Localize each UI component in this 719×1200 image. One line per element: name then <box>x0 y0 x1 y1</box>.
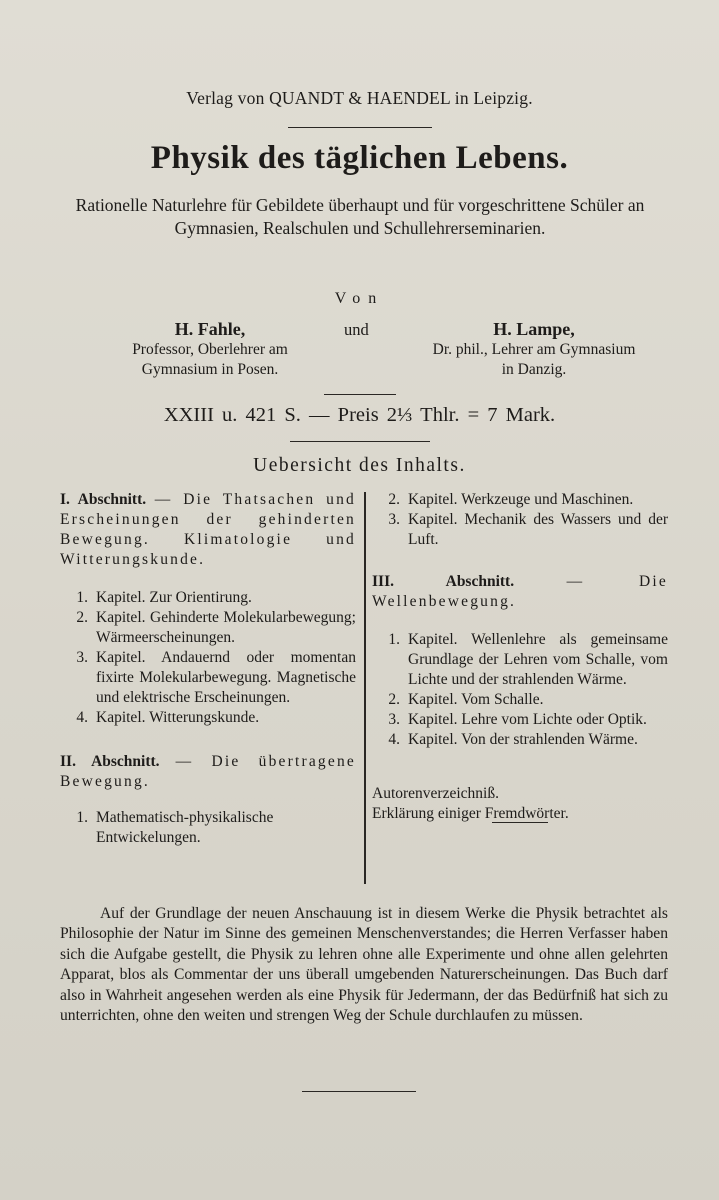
author-name: H. Fahle, <box>174 319 246 339</box>
price-rule <box>324 394 396 395</box>
author-description: Dr. phil., Lehrer am Gymnasium <box>432 341 636 358</box>
index-entry: Erklärung einiger Fremdwörter. <box>372 805 569 822</box>
chapter-entry <box>372 730 668 750</box>
chapter-entry <box>372 510 668 550</box>
section-text: — Die Wellenbewegung. <box>372 573 668 610</box>
chapter-number: 1. <box>388 631 400 648</box>
chapter-number: 1. <box>76 809 88 826</box>
price-line: XXIII u. 421 S. — Preis 2⅓ Thlr. = 7 Mark. <box>163 404 556 426</box>
column-divider <box>364 492 366 884</box>
chapter-text: Kapitel. Von der strahlenden Wärme. <box>408 731 638 748</box>
chapter-text: Kapitel. Gehinderte Molekularbewegung; Wärmeerscheinungen. <box>96 609 356 646</box>
chapter-text: Kapitel. Vom Schalle. <box>408 691 544 708</box>
author-name: H. Lampe, <box>493 319 575 339</box>
chapter-text: Kapitel. Lehre vom Lichte oder Optik. <box>408 711 647 728</box>
chapter-number: 1. <box>76 589 88 606</box>
chapter-text: Kapitel. Mechanik des Wassers und der Luft. <box>408 511 668 548</box>
chapter-entry <box>372 490 668 510</box>
description-paragraph: Auf der Grundlage der neuen Anschauung ist in diesem Werke die Physik betrachtet als Philosophie der Natur im Sinne des gemeinen Menschenverstandes; die Herren Verfasser haben sich die Aufgabe gestellt, die Physik zu lehren ohne alle Experimente und ohne allen gelehrten Apparat, blos als Commentar der uns überall umgebenden Naturerscheinungen. Das Buch darf also in Wahrheit angesehen werden als eine Physik für Jedermann, der das Bedürfniß hat sich zu unterrichten, ohne den weiten und strengen Weg der Schule durchlaufen zu müssen. <box>60 905 668 1025</box>
section-heading <box>60 752 356 792</box>
chapter-number: 3. <box>388 711 400 728</box>
author-description: Gymnasium in Posen. <box>141 361 279 378</box>
section-text: — Die Thatsachen und Erscheinungen der gehinderten Bewegung. Klimatologie und Witterungskunde. <box>60 491 356 568</box>
toc-rule <box>290 441 430 442</box>
book-title: Physik des täglichen Lebens. <box>150 140 569 176</box>
chapter-text: Kapitel. Wellenlehre als gemeinsame Grundlage der Lehren vom Schalle, vom Lichte und der strahlenden Wärme. <box>408 631 668 688</box>
chapter-entry <box>60 708 356 728</box>
section-heading <box>60 490 356 570</box>
chapter-entry <box>60 808 356 848</box>
chapter-entry <box>372 690 668 710</box>
chapter-entry <box>60 608 356 648</box>
chapter-text: Kapitel. Zur Orientirung. <box>96 589 252 606</box>
chapter-number: 3. <box>388 511 400 528</box>
author-lampe <box>392 318 676 380</box>
top-rule <box>288 127 432 128</box>
chapter-text: Mathematisch-physikalische Entwickelungen. <box>96 809 274 846</box>
toc-right-column <box>372 490 668 824</box>
author-description: Professor, Oberlehrer am <box>132 341 288 358</box>
section-heading <box>372 572 668 612</box>
section-label: I. Abschnitt. <box>60 491 147 508</box>
section-label: III. Abschnitt. <box>372 573 515 590</box>
bottom-rule <box>302 1091 416 1092</box>
chapter-number: 2. <box>388 691 400 708</box>
chapter-number: 3. <box>76 649 88 666</box>
author-fahle <box>90 318 330 380</box>
author-description: in Danzig. <box>501 361 567 378</box>
chapter-number: 2. <box>76 609 88 626</box>
book-subtitle: Rationelle Naturlehre für Gebildete überhaupt und für vorgeschrittene Schüler an Gymnasien, Realschulen und Schullehrerseminarien. <box>75 195 645 238</box>
toc-title: Uebersicht des Inhalts. <box>253 455 466 476</box>
chapter-text: Kapitel. Andauernd oder momentan fixirte Molekularbewegung. Magnetische und elektrische Erscheinungen. <box>96 649 356 706</box>
chapter-number: 2. <box>388 491 400 508</box>
von-label: Von <box>334 290 385 307</box>
section-text: — Die übertragene Bewegung. <box>60 753 356 790</box>
toc-left-column <box>60 490 356 848</box>
chapter-number: 4. <box>76 709 88 726</box>
chapter-text: Kapitel. Witterungskunde. <box>96 709 260 726</box>
und-label: und <box>344 320 369 339</box>
chapter-number: 4. <box>388 731 400 748</box>
chapter-entry <box>60 648 356 708</box>
index-entry: Autorenverzeichniß. <box>372 785 499 802</box>
chapter-entry <box>372 630 668 690</box>
chapter-entry <box>60 588 356 608</box>
toc-end-rule <box>492 822 548 823</box>
section-label: II. Abschnitt. <box>60 753 160 770</box>
publisher-line: Verlag von QUANDT & HAENDEL in Leipzig. <box>186 88 533 108</box>
chapter-text: Kapitel. Werkzeuge und Maschinen. <box>408 491 634 508</box>
chapter-entry <box>372 710 668 730</box>
